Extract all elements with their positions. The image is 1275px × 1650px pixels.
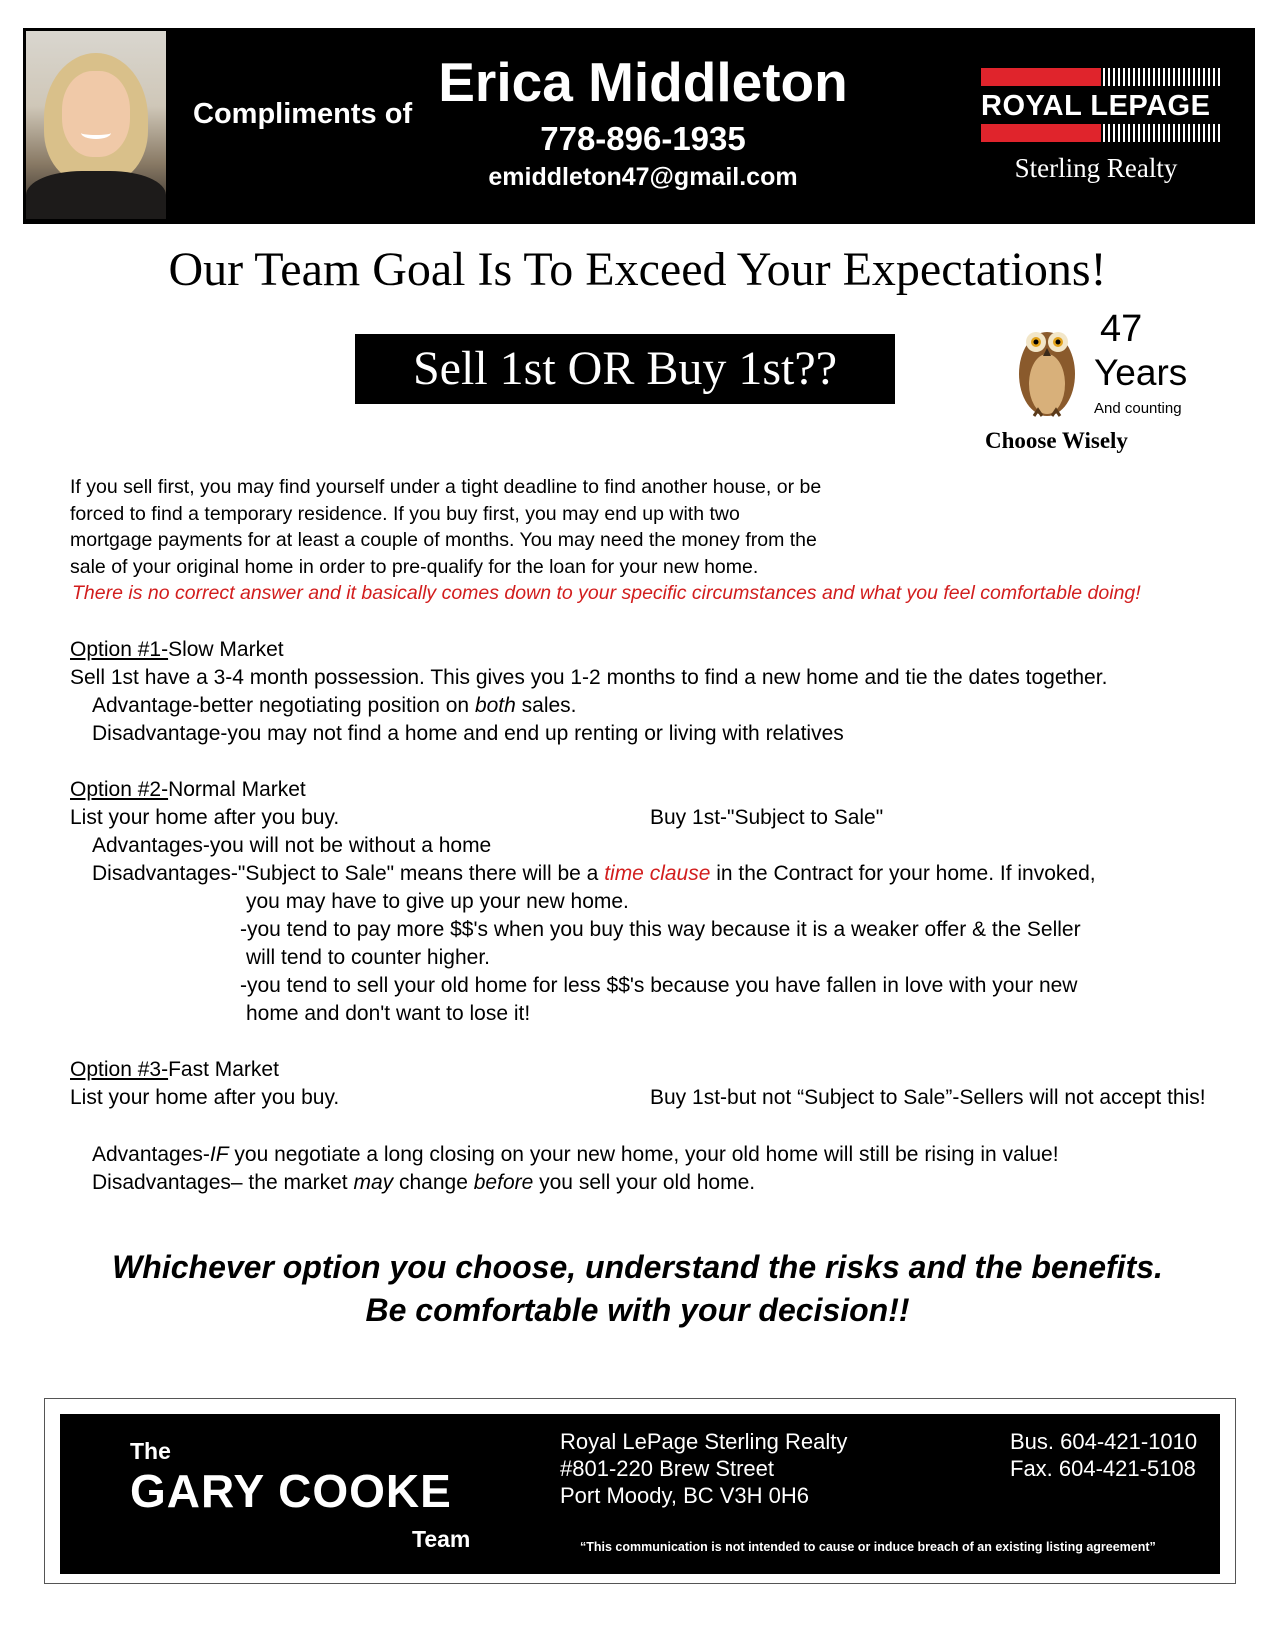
team-the: The xyxy=(130,1438,171,1464)
team-name: GARY COOKE xyxy=(130,1465,452,1517)
option3-advantage: Advantages-IF you negotiate a long closing on your new home, your old home will still be rising in value! xyxy=(92,1143,1059,1166)
option3-left: List your home after you buy. xyxy=(70,1086,340,1109)
agent-phone: 778-896-1935 xyxy=(540,120,746,157)
agent-name: Erica Middleton xyxy=(438,51,848,113)
page-title: Our Team Goal Is To Exceed Your Expectations! xyxy=(168,243,1107,296)
closing-statement xyxy=(0,1246,1275,1332)
option1-advantage: Advantage-better negotiating position on both sales. xyxy=(92,694,577,717)
option1-disadvantage: Disadvantage-you may not find a home and end up renting or living with relatives xyxy=(92,722,844,745)
option3-row xyxy=(70,1086,1250,1110)
intro-line: If you sell first, you may find yourself under a tight deadline to find another house, or be xyxy=(70,476,822,498)
option1-line: Sell 1st have a 3-4 month possession. This gives you 1-2 months to find a new home and tie the dates together. xyxy=(70,666,1108,689)
option2-advantage: Advantages-you will not be without a home xyxy=(92,834,492,857)
team-word: Team xyxy=(412,1526,471,1552)
option2-point: -you tend to pay more $$'s when you buy this way because it is a weaker offer & the Seller xyxy=(240,918,1081,941)
option2-heading xyxy=(70,778,1250,802)
option1-label: Option #1- xyxy=(70,638,169,661)
option3-title: Fast Market xyxy=(168,1058,279,1081)
agent-photo xyxy=(26,31,166,219)
option2-row xyxy=(70,806,1250,830)
option1-heading xyxy=(70,638,1250,662)
brand-name: ROYAL LEPAGE xyxy=(981,90,1211,122)
compliments-text: Compliments of xyxy=(193,98,413,130)
years-label: Years xyxy=(1094,352,1188,393)
option2-label: Option #2- xyxy=(70,778,169,801)
option3-label: Option #3- xyxy=(70,1058,169,1081)
option3-heading xyxy=(70,1058,1250,1082)
closing-line: Be comfortable with your decision!! xyxy=(365,1292,910,1328)
option1-title: Slow Market xyxy=(168,638,284,661)
brand-subtitle: Sterling Realty xyxy=(1014,153,1178,183)
option3-disadvantage: Disadvantages– the market may change before you sell your old home. xyxy=(92,1171,756,1194)
intro-line: forced to find a temporary residence. If you buy first, you may end up with two xyxy=(70,502,740,525)
disclaimer: “This communication is not intended to cause or induce breach of an existing listing agreement” xyxy=(580,1540,1156,1554)
owl-icon xyxy=(1012,312,1082,424)
banner-title: Sell 1st OR Buy 1st?? xyxy=(355,334,895,404)
intro-paragraph xyxy=(70,474,910,580)
intro-line: mortgage payments for at least a couple of months. You may need the money from the xyxy=(70,529,817,551)
years-number: 47 xyxy=(1100,308,1143,350)
option2-point-cont: will tend to counter higher. xyxy=(246,946,490,969)
header-band xyxy=(23,28,1255,224)
intro-highlight: There is no correct answer and it basically comes down to your specific circumstances and what you feel comfortable doing! xyxy=(72,582,1141,604)
office-address: Royal LePage Sterling Realty #801-220 Brew Street Port Moody, BC V3H 0H6 xyxy=(560,1429,848,1508)
option3-right: Buy 1st-but not “Subject to Sale”-Sellers will not accept this! xyxy=(650,1086,1206,1109)
years-sub: And counting xyxy=(1094,400,1182,417)
agent-email: emiddleton47@gmail.com xyxy=(488,163,798,191)
office-phones: Bus. 604-421-1010 Fax. 604-421-5108 xyxy=(1010,1429,1198,1481)
option2-point-cont: home and don't want to lose it! xyxy=(246,1002,531,1025)
option2-title: Normal Market xyxy=(168,778,306,801)
option2-disadvantage-cont: you may have to give up your new home. xyxy=(246,890,629,913)
closing-line: Whichever option you choose, understand the risks and the benefits. xyxy=(112,1249,1163,1285)
option2-left: List your home after you buy. xyxy=(70,806,340,829)
choose-wisely-caption: Choose Wisely xyxy=(985,428,1128,453)
option2-disadvantage: Disadvantages-"Subject to Sale" means there will be a time clause in the Contract for your home. If invoked, xyxy=(92,862,1096,885)
option2-right: Buy 1st-"Subject to Sale" xyxy=(650,806,884,829)
footer-band xyxy=(60,1414,1220,1574)
intro-line: sale of your original home in order to pre-qualify for the loan for your new home. xyxy=(70,555,759,578)
option2-point: -you tend to sell your old home for less $$'s because you have fallen in love with your new xyxy=(240,974,1078,997)
